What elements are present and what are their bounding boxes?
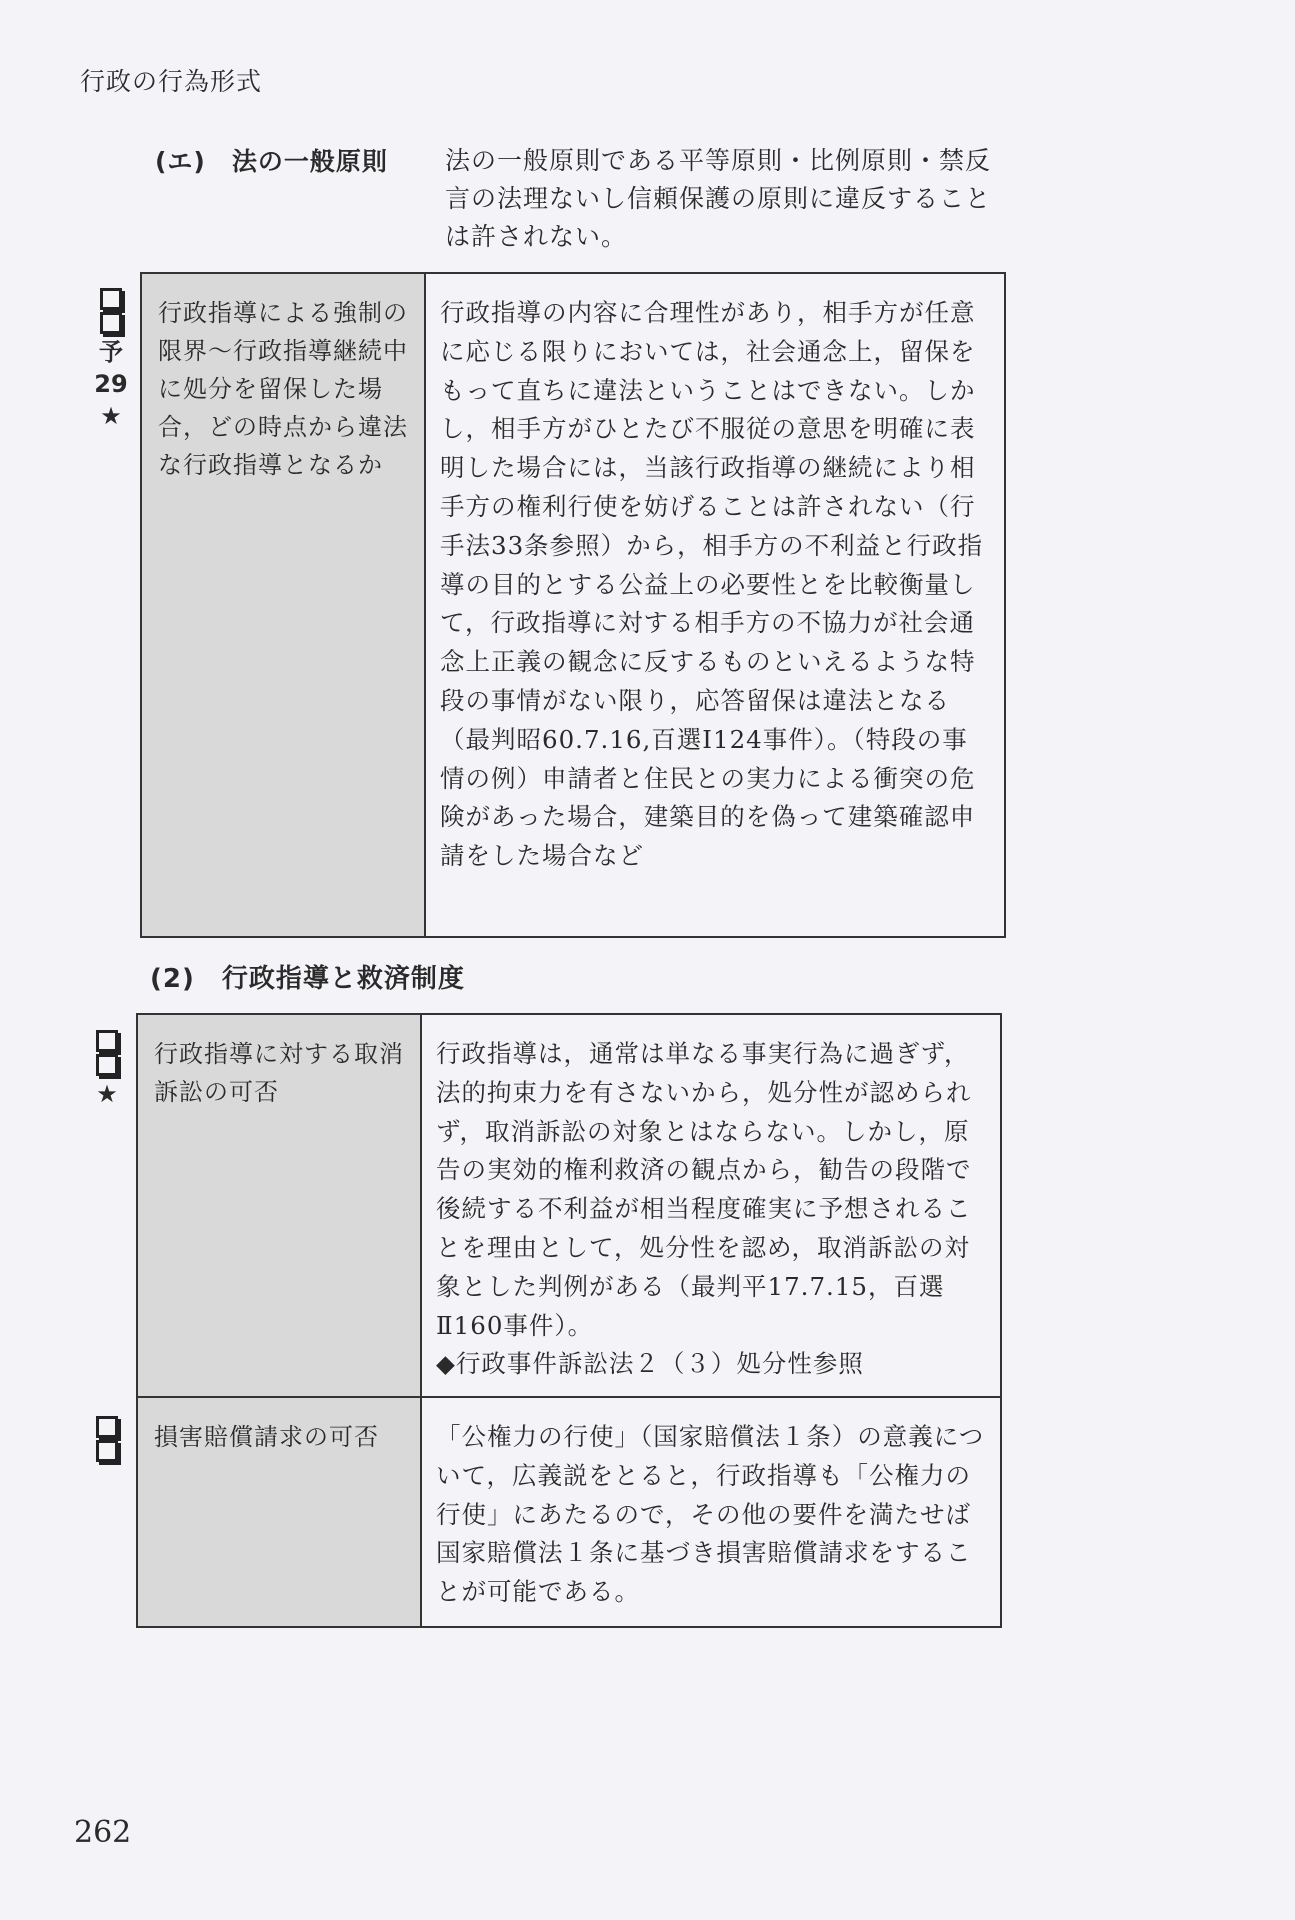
block2-marks: [90, 1030, 124, 1110]
checkbox-icon[interactable]: [96, 1030, 118, 1052]
checkbox-icon[interactable]: [96, 1440, 118, 1462]
cross-reference: ◆行政事件訴訟法２（３）処分性参照: [436, 1349, 864, 1379]
section-heading: (2) 行政指導と救済制度: [150, 964, 465, 994]
page-number: 262: [74, 1815, 132, 1850]
principle-text: 法の一般原則である平等原則・比例原則・禁反言の法理ないし信頼保護の原則に違反することは許されない。: [445, 146, 992, 251]
star-icon: ★: [100, 402, 122, 430]
answer-cell: 行政指導の内容に合理性があり，相手方が任意に応じる限りにおいては，社会通念上，留保をもって直ちに違法ということはできない。しかし，相手方がひとたび不服従の意思を明確に表明した場合には，当該行政指導の継続により相手方の権利行使を妨げることは許されない（行手法33条参照）から，相手方の不利益と行政指導の目的とする公益上の必要性とを比較衡量して，行政指導に対する相手方の不協力が社会通念上正義の観念に反するものといえるような特段の事情がない限り，応答留保は違法となる（最判昭60.7.16,百選Ⅰ124事件）。（特段の事情の例）申請者と住民との実力による衝突の危険があった場合，建築目的を偽って建築確認申請をした場合など: [440, 298, 984, 871]
exam-year: 29: [94, 370, 128, 398]
star-icon: ★: [96, 1080, 118, 1108]
block3-marks: [90, 1416, 124, 1464]
table-row: [136, 1013, 1002, 1398]
answer-cell: 「公権力の行使」（国家賠償法１条）の意義について，広義説をとると，行政指導も「公権力の行使」にあたるので，その他の要件を満たせば国家賠償法１条に基づき損害賠償請求をすることが可能である。: [436, 1422, 985, 1607]
checkbox-icon[interactable]: [96, 1054, 118, 1076]
running-head: 行政の行為形式: [80, 67, 263, 96]
checkbox-icon[interactable]: [100, 312, 122, 334]
table-row: [136, 1396, 1002, 1628]
question-cell: 行政指導に対する取消訴訟の可否: [138, 1015, 422, 1396]
principle-block: [155, 142, 995, 252]
block1-marks: [94, 288, 128, 432]
exam-mark: 予: [99, 338, 123, 366]
question-cell: 損害賠償請求の可否: [138, 1398, 422, 1626]
table-row: [140, 272, 1006, 938]
question-cell: 行政指導による強制の限界～行政指導継続中に処分を留保した場合，どの時点から違法な行政指導となるか: [142, 274, 426, 936]
answer-cell: [422, 1015, 1000, 1396]
answer-text: 行政指導は，通常は単なる事実行為に過ぎず，法的拘束力を有さないから，処分性が認められず，取消訴訟の対象とはならない。しかし，原告の実効的権利救済の観点から，勧告の段階で後続する不利益が相当程度確実に予想されることを理由として，処分性を認め，取消訴訟の対象とした判例がある（最判平17.7.15，百選Ⅱ160事件）。: [436, 1039, 972, 1340]
checkbox-icon[interactable]: [96, 1416, 118, 1438]
principle-heading: (エ) 法の一般原則: [155, 147, 388, 176]
checkbox-icon[interactable]: [100, 288, 122, 310]
